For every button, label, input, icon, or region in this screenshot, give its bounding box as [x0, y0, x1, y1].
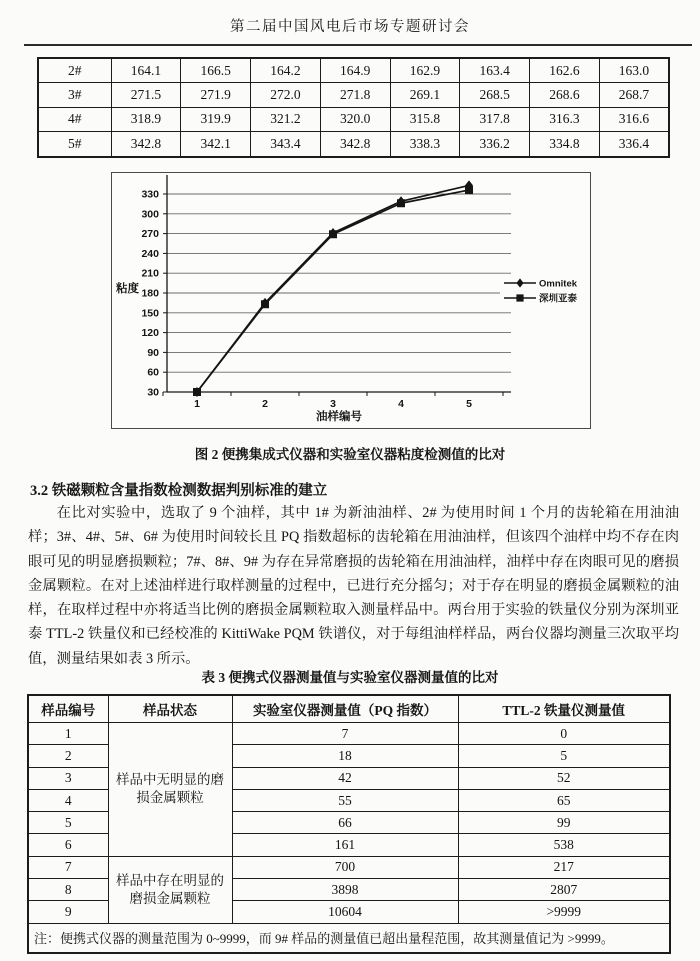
ttl-value: >9999: [458, 901, 670, 923]
value-cell: 321.2: [251, 107, 321, 131]
pq-value: 161: [232, 834, 458, 856]
svg-text:240: 240: [141, 247, 159, 260]
value-cell: 336.2: [460, 132, 530, 157]
pq-value: 10604: [232, 901, 458, 923]
value-cell: 342.1: [181, 132, 251, 157]
svg-text:Omnitek: Omnitek: [539, 278, 578, 290]
svg-text:180: 180: [141, 287, 159, 300]
value-cell: 342.8: [320, 132, 390, 157]
table-note-row: [28, 923, 670, 953]
ttl-value: 0: [458, 723, 670, 745]
ttl-value: 217: [458, 856, 670, 878]
table-row: [38, 83, 669, 107]
pq-value: 700: [232, 856, 458, 878]
table-row: [28, 856, 670, 878]
value-cell: 163.0: [599, 58, 669, 83]
value-cell: 318.9: [111, 107, 181, 131]
value-cell: 271.8: [320, 83, 390, 107]
svg-text:270: 270: [141, 228, 159, 241]
sample-id: 8: [28, 879, 108, 901]
ttl-value: 2807: [458, 879, 670, 901]
sample-id: 7: [28, 856, 108, 878]
value-cell: 271.9: [181, 83, 251, 107]
value-cell: 317.8: [460, 107, 530, 131]
value-cell: 164.1: [111, 58, 181, 83]
value-cell: 271.5: [111, 83, 181, 107]
svg-text:深圳亚泰: 深圳亚泰: [539, 293, 578, 305]
sample-id: 6: [28, 834, 108, 856]
ttl-value: 65: [458, 789, 670, 811]
table-row: [38, 132, 669, 157]
section-3-2-paragraph: 在比对实验中，选取了 9 个油样，其中 1# 为新油油样、2# 为使用时间 1 个月的齿轮箱在用油油样；3#、4#、5#、6# 为使用时间较长且 PQ 指数超标的齿轮箱在用油油样，但该四个油样中均不存在肉眼可见的明显磨损颗粒；7#、8#、9# 为存在异常磨损的齿轮箱在用油油样，油样中存在肉眼可见的磨损金属颗粒。在对上述油样进行取样测量的过程中，已进行充分摇匀；对于存在明显的磨损金属颗粒的油样，在取样过程中亦将适当比例的磨损金属颗粒取入测量样品中。两台用于实验的铁量仪分别为深圳亚泰 TTL-2 铁量仪和已经校准的 KittiWake PQM 铁谱仪，对于每组油样样品，两台仪器均测量三次取平均值，测量结果如表 3 所示。: [28, 505, 679, 667]
svg-text:3: 3: [330, 398, 336, 410]
value-cell: 164.9: [320, 58, 390, 83]
value-cell: 338.3: [390, 132, 460, 157]
svg-text:120: 120: [141, 327, 159, 340]
value-cell: 315.8: [390, 107, 460, 131]
sample-id: 4: [28, 789, 108, 811]
table-header-row: [28, 695, 670, 723]
section-3-2-heading: 3.2 铁磁颗粒含量指数检测数据判别标准的建立: [30, 483, 328, 499]
value-cell: 164.2: [251, 58, 321, 83]
status-merged-cell: 样品中无明显的磨损金属颗粒: [108, 723, 232, 857]
sample-id: 3: [28, 767, 108, 789]
table-row: [38, 58, 669, 83]
column-header: 样品状态: [108, 695, 232, 723]
header-divider: [24, 44, 692, 46]
sample-label: 2#: [38, 58, 111, 83]
value-cell: 272.0: [251, 83, 321, 107]
svg-text:90: 90: [147, 346, 159, 359]
value-cell: 336.4: [599, 132, 669, 157]
column-header: TTL-2 铁量仪测量值: [458, 695, 670, 723]
sample-label: 3#: [38, 83, 111, 107]
table3-note: 注：便携式仪器的测量范围为 0~9999，而 9# 样品的测量值已超出量程范围，故其测量值记为 >9999。: [28, 923, 670, 953]
value-cell: 316.3: [530, 107, 600, 131]
pq-value: 55: [232, 789, 458, 811]
viscosity-chart-svg: [112, 173, 587, 425]
table3-caption: 表 3 便携式仪器测量值与实验室仪器测量值的比对: [201, 670, 499, 685]
sample-id: 9: [28, 901, 108, 923]
status-merged-cell: 样品中存在明显的磨损金属颗粒: [108, 856, 232, 923]
value-cell: 163.4: [460, 58, 530, 83]
value-cell: 319.9: [181, 107, 251, 131]
ttl-value: 52: [458, 767, 670, 789]
table-row: [28, 723, 670, 745]
value-cell: 268.6: [530, 83, 600, 107]
svg-text:5: 5: [466, 398, 472, 410]
sample-id: 1: [28, 723, 108, 745]
value-cell: 268.7: [599, 83, 669, 107]
value-cell: 343.4: [251, 132, 321, 157]
column-header: 样品编号: [28, 695, 108, 723]
svg-text:4: 4: [398, 398, 404, 410]
sample-label: 5#: [38, 132, 111, 157]
svg-text:2: 2: [262, 398, 268, 410]
page-header-title: 第二届中国风电后市场专题研讨会: [230, 19, 470, 35]
svg-text:30: 30: [147, 386, 159, 399]
ttl-value: 99: [458, 812, 670, 834]
figure2-caption: 图 2 便携集成式仪器和实验室仪器粘度检测值的比对: [194, 447, 506, 462]
table-row: [38, 107, 669, 131]
svg-text:1: 1: [194, 398, 200, 410]
value-cell: 316.6: [599, 107, 669, 131]
svg-text:210: 210: [141, 267, 159, 280]
value-cell: 166.5: [181, 58, 251, 83]
value-cell: 162.9: [390, 58, 460, 83]
viscosity-measurements-table: [37, 57, 670, 158]
svg-text:油样编号: 油样编号: [316, 411, 362, 423]
svg-text:150: 150: [141, 307, 159, 320]
column-header: 实验室仪器测量值（PQ 指数）: [232, 695, 458, 723]
svg-text:330: 330: [141, 188, 159, 201]
value-cell: 269.1: [390, 83, 460, 107]
sample-id: 2: [28, 745, 108, 767]
pq-value: 42: [232, 767, 458, 789]
svg-text:60: 60: [147, 366, 159, 379]
pq-comparison-table: [27, 694, 671, 954]
svg-text:粘度: 粘度: [116, 283, 139, 295]
value-cell: 320.0: [320, 107, 390, 131]
pq-value: 7: [232, 723, 458, 745]
sample-id: 5: [28, 812, 108, 834]
value-cell: 342.8: [111, 132, 181, 157]
pq-value: 18: [232, 745, 458, 767]
ttl-value: 538: [458, 834, 670, 856]
pq-value: 3898: [232, 879, 458, 901]
ttl-value: 5: [458, 745, 670, 767]
sample-label: 4#: [38, 107, 111, 131]
svg-text:300: 300: [141, 208, 159, 221]
value-cell: 268.5: [460, 83, 530, 107]
value-cell: 334.8: [530, 132, 600, 157]
pq-value: 66: [232, 812, 458, 834]
value-cell: 162.6: [530, 58, 600, 83]
viscosity-line-chart: [111, 172, 591, 429]
